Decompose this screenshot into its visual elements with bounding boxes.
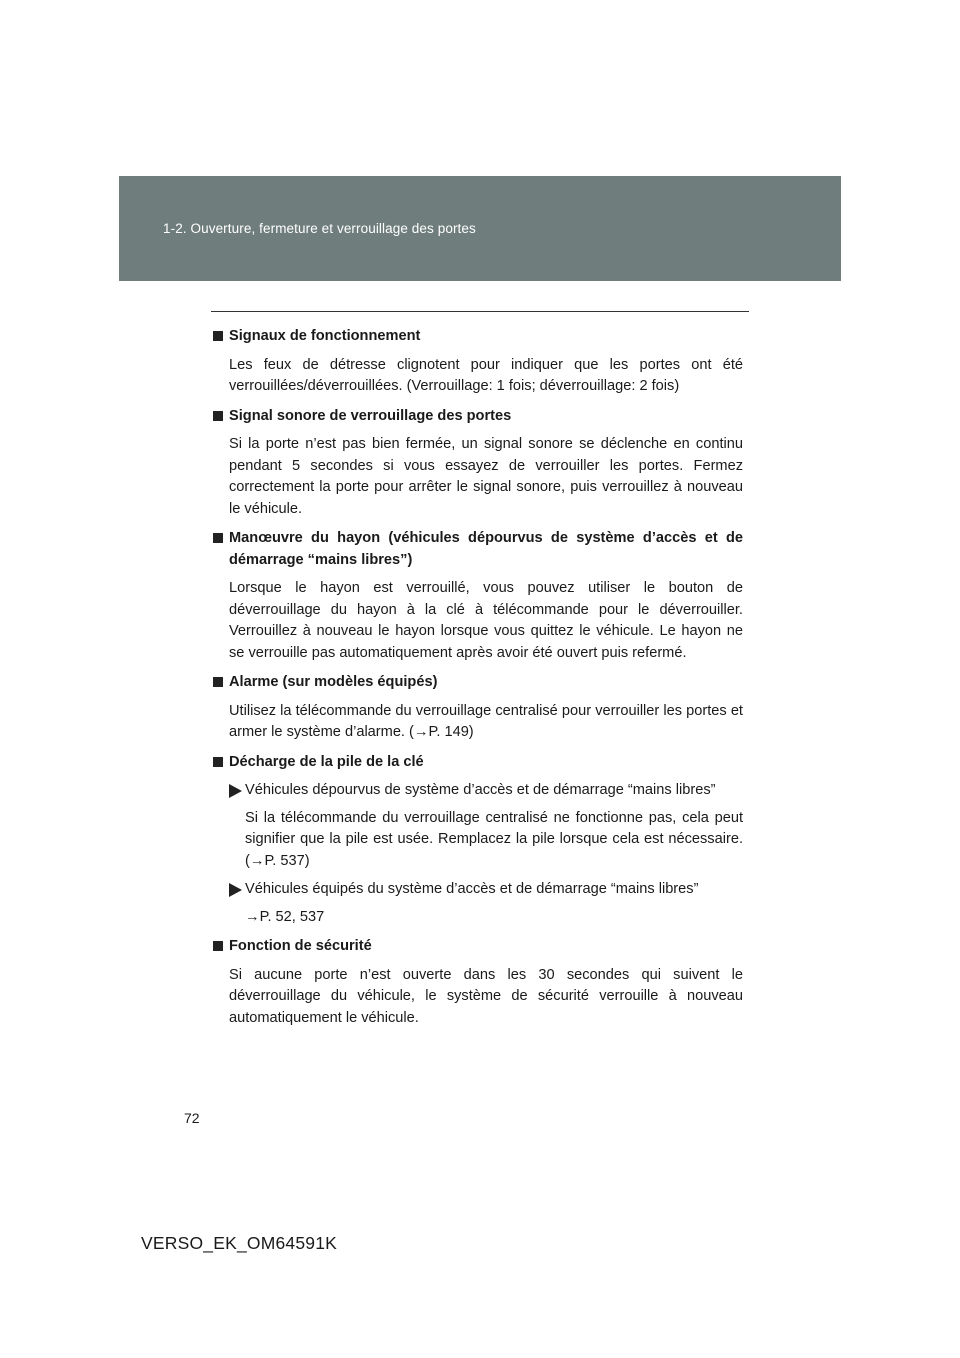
section-text: Utilisez la télécommande du verrouillage centralisé pour verrouiller les portes et armer le système d’alarme. (→P. 149) (229, 702, 743, 740)
section-alarme (213, 672, 743, 744)
section-text: Lorsque le hayon est verrouillé, vous pouvez utiliser le bouton de déverrouillage du hayon à la clé à télécommande pour le déverrouiller. Verrouillez à nouveau le hayon lorsque vous quittez le véhicule. Le hayon ne se verrouille pas automatiquement après avoir été ouvert puis refermé. (229, 580, 743, 661)
square-bullet-icon (213, 411, 223, 421)
section-securite (213, 936, 743, 1029)
chapter-title: 1-2. Ouverture, fermeture et verrouillage des portes (163, 221, 476, 236)
subsection-sans-acces-mains-libres (213, 780, 743, 872)
section-heading: Signaux de fonctionnement (213, 326, 743, 348)
page-number: 72 (184, 1110, 200, 1126)
subsection-text: Si la télécommande du verrouillage centralisé ne fonctionne pas, cela peut signifier que la pile est usée. Remplacez la pile lorsque cela est nécessaire. (→P. 537) (245, 809, 743, 869)
document-code: VERSO_EK_OM64591K (141, 1233, 338, 1253)
page-reference: →P. 52, 537 (245, 908, 325, 925)
square-bullet-icon (213, 941, 223, 951)
section-heading: Alarme (sur modèles équipés) (213, 672, 743, 694)
triangle-bullet-icon (229, 784, 242, 798)
triangle-bullet-icon (229, 883, 242, 897)
section-signal-sonore (213, 406, 743, 521)
square-bullet-icon (213, 533, 223, 543)
square-bullet-icon (213, 331, 223, 341)
subsection-heading: Véhicules équipés du système d’accès et de démarrage “mains libres” (229, 879, 743, 901)
main-content (213, 326, 743, 1037)
section-heading: Signal sonore de verrouillage des portes (213, 406, 743, 428)
section-decharge-pile (213, 752, 743, 929)
square-bullet-icon (213, 677, 223, 687)
subsection-heading: Véhicules dépourvus de système d’accès et de démarrage “mains libres” (229, 780, 743, 802)
section-divider (211, 311, 749, 312)
section-text: Si la porte n’est pas bien fermée, un signal sonore se déclenche en continu pendant 5 secondes si vous essayez de verrouiller les portes. Fermez correctement la porte pour arrêter le signal sonore, puis verrouillez à nouveau le véhicule. (229, 436, 743, 517)
header-band (119, 176, 841, 281)
section-heading: Décharge de la pile de la clé (213, 752, 743, 774)
section-hayon (213, 528, 743, 664)
section-text: Si aucune porte n’est ouverte dans les 30 secondes qui suivent le déverrouillage du véhicule, le système de sécurité verrouille à nouveau automatiquement le véhicule. (229, 966, 743, 1026)
section-heading: Manœuvre du hayon (véhicules dépourvus de système d’accès et de démarrage “mains libres”) (213, 528, 743, 571)
square-bullet-icon (213, 757, 223, 767)
section-heading: Fonction de sécurité (213, 936, 743, 958)
section-text: Les feux de détresse clignotent pour indiquer que les portes ont été verrouillées/déverrouillées. (Verrouillage: 1 fois; déverrouillage: 2 fois) (229, 356, 743, 394)
section-signaux (213, 326, 743, 398)
subsection-avec-acces-mains-libres (213, 879, 743, 928)
